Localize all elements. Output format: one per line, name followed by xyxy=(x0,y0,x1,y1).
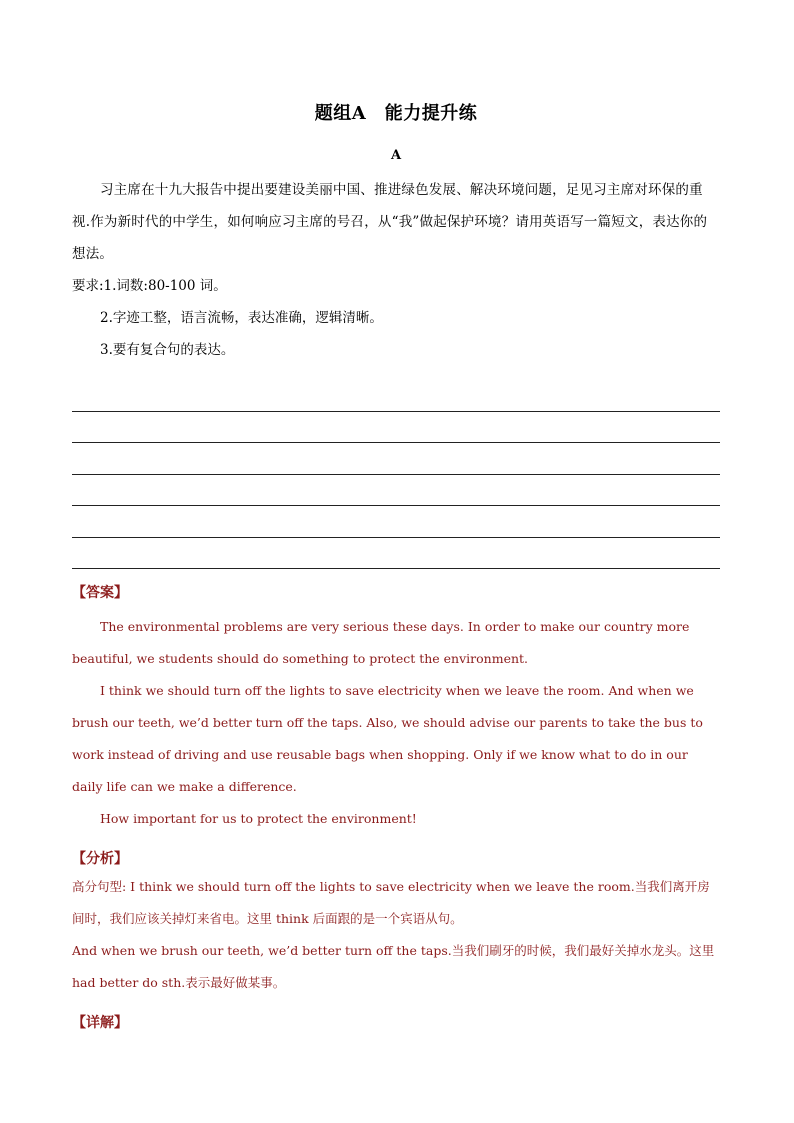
answer-paragraph-2: I think we should turn off the lights to save electricity when we leave the room. And when we brush our teeth, we’d better turn off the taps. Also, we should advise our parents to take the bus to work instead of driving and use reusable bags when shopping. Only if we know what to do in our daily life can we make a difference. xyxy=(72,683,703,794)
answer-label: 【答案】 xyxy=(72,585,128,601)
writing-line xyxy=(72,443,720,475)
answer-paragraph-3: How important for us to protect the environment! xyxy=(100,811,417,826)
section-subtitle: A xyxy=(390,148,402,163)
analysis-label: 【分析】 xyxy=(72,851,128,867)
writing-lines xyxy=(72,380,720,569)
requirement-2: 2.字迹工整，语言流畅，表达准确，逻辑清晰。 xyxy=(100,310,383,326)
answer-paragraph-1: The environmental problems are very serious these days. In order to make our country more beautiful, we students should do something to protect the environment. xyxy=(72,619,690,666)
writing-line xyxy=(72,538,720,570)
analysis-line-2: And when we brush our teeth, we’d better turn off the taps.当我们刷牙的时候，我们最好关掉水龙头。这里 had better do sth.表示最好做某事。 xyxy=(72,943,715,990)
detail-label: 【详解】 xyxy=(72,1015,128,1031)
page-title: 题组A 能力提升练 xyxy=(314,103,478,124)
writing-line xyxy=(72,380,720,412)
requirement-1: 要求:1.词数:80-100 词。 xyxy=(72,278,227,294)
writing-line xyxy=(72,506,720,538)
requirement-3: 3.要有复合句的表达。 xyxy=(100,342,235,358)
document-page xyxy=(72,100,720,1035)
writing-line xyxy=(72,475,720,507)
prompt-paragraph: 习主席在十九大报告中提出要建设美丽中国、推进绿色发展、解决环境问题，足见习主席对环保的重视.作为新时代的中学生，如何响应习主席的号召，从“我”做起保护环境？请用英语写一篇短文，表达你的想法。 xyxy=(72,182,708,262)
writing-line xyxy=(72,412,720,444)
analysis-line-1: 高分句型: I think we should turn off the lights to save electricity when we leave the room.当我们离开房间时，我们应该关掉灯来省电。这里 think 后面跟的是一个宾语从句。 xyxy=(72,879,710,926)
